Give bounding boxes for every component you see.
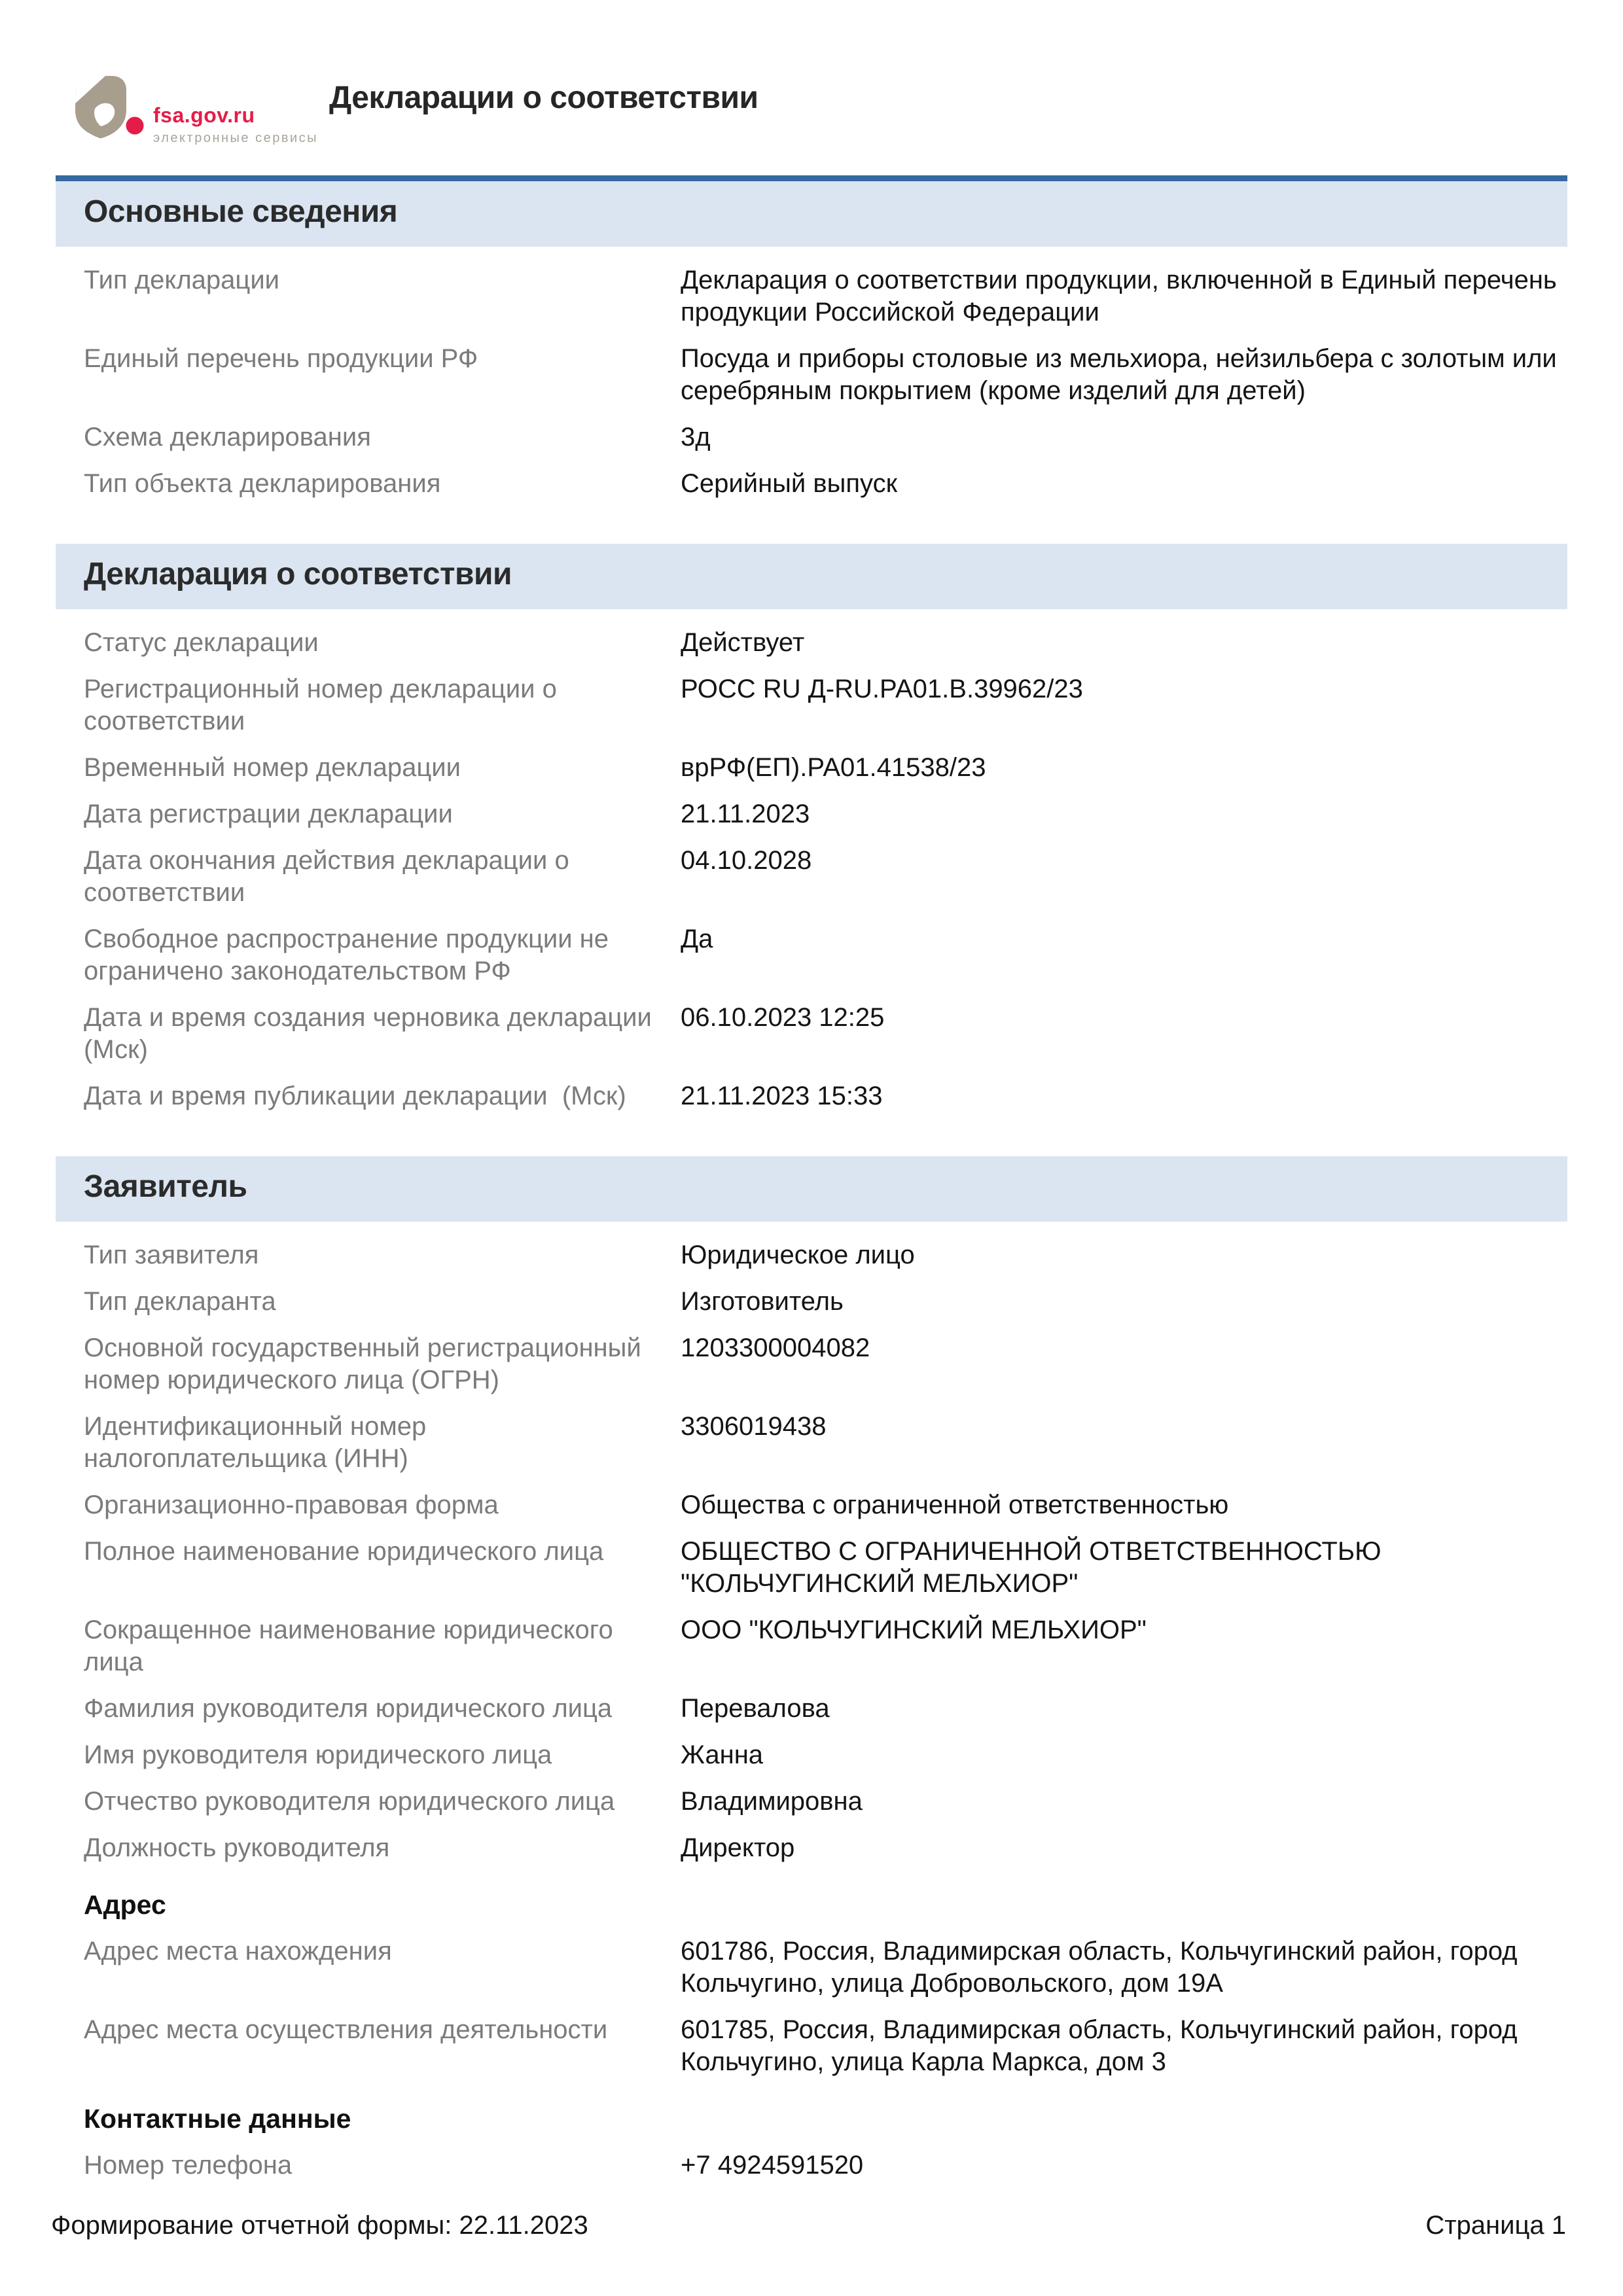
field-label: Тип декларации <box>84 266 280 294</box>
field-label: Статус декларации <box>84 628 319 657</box>
subsection-heading: Адрес <box>84 1890 166 1920</box>
field-row <box>56 1279 1567 1325</box>
section-2 <box>56 1156 1567 2189</box>
field-value: Владимировна <box>681 1787 863 1816</box>
section-1 <box>56 544 1567 1120</box>
field-value: 601786, Россия, Владимирская область, Кольчугинский район, город Кольчугино, улица Добровольского, дом 19А <box>681 1937 1525 1998</box>
field-value: Перевалова <box>681 1694 830 1723</box>
field-value: 1203300004082 <box>681 1333 870 1362</box>
field-value: Директор <box>681 1833 795 1862</box>
field-label: Адрес места осуществления деятельности <box>84 2015 608 2044</box>
field-row <box>56 666 1567 745</box>
field-row <box>56 838 1567 916</box>
section-rows <box>56 620 1567 1120</box>
field-row <box>56 1686 1567 1732</box>
field-row <box>56 2142 1567 2189</box>
field-value: Жанна <box>681 1740 764 1769</box>
fsa-logo-mark <box>75 76 144 139</box>
field-label: Дата окончания действия декларации о соответствии <box>84 846 577 907</box>
section-rows <box>56 257 1567 507</box>
field-label: Полное наименование юридического лица <box>84 1537 604 1566</box>
field-label: Имя руководителя юридического лица <box>84 1740 552 1769</box>
field-label: Основной государственный регистрационный номер юридического лица (ОГРН) <box>84 1333 649 1394</box>
field-row <box>56 620 1567 666</box>
field-row <box>56 1073 1567 1120</box>
field-row <box>56 2007 1567 2085</box>
subsection-heading: Контактные данные <box>84 2104 351 2134</box>
field-row <box>56 916 1567 995</box>
field-label: Тип заявителя <box>84 1241 259 1269</box>
section-rows <box>56 1232 1567 2189</box>
fsa-logo <box>75 76 318 145</box>
field-label: Регистрационный номер декларации о соответствии <box>84 675 564 735</box>
field-row <box>56 461 1567 507</box>
field-row <box>56 1607 1567 1686</box>
footer-page-number: Страница 1 <box>1425 2211 1566 2240</box>
field-row <box>56 257 1567 336</box>
field-row <box>56 791 1567 838</box>
field-value: Действует <box>681 628 805 657</box>
field-value: +7 4924591520 <box>681 2151 864 2180</box>
field-row <box>56 745 1567 791</box>
field-label: Тип объекта декларирования <box>84 469 441 498</box>
field-label: Идентификационный номер налогоплательщика (ИНН) <box>84 1412 434 1473</box>
section-title: Заявитель <box>84 1169 247 1204</box>
field-row <box>56 336 1567 414</box>
fsa-tagline: электронные сервисы <box>153 130 319 145</box>
field-label: Отчество руководителя юридического лица <box>84 1787 615 1816</box>
report-header <box>56 52 1567 170</box>
field-row <box>56 1825 1567 1871</box>
field-value: Декларация о соответствии продукции, включенной в Единый перечень продукции Российской Федерации <box>681 266 1564 327</box>
field-label: Тип декларанта <box>84 1287 276 1316</box>
section-0 <box>56 175 1567 507</box>
field-label: Дата и время создания черновика декларации (Мск) <box>84 1003 659 1064</box>
report-body <box>56 175 1567 2189</box>
section-header-bar <box>56 175 1567 247</box>
field-label: Единый перечень продукции РФ <box>84 344 478 373</box>
field-value: ОБЩЕСТВО С ОГРАНИЧЕННОЙ ОТВЕТСТВЕННОСТЬЮ "КОЛЬЧУГИНСКИЙ МЕЛЬХИОР" <box>681 1537 1389 1598</box>
field-label: Фамилия руководителя юридического лица <box>84 1694 613 1723</box>
field-value: Серийный выпуск <box>681 469 898 498</box>
section-title: Декларация о соответствии <box>84 557 512 592</box>
fsa-brand: fsa.gov.ru <box>153 103 255 127</box>
field-value: 04.10.2028 <box>681 846 812 875</box>
field-value: 21.11.2023 <box>681 800 810 828</box>
field-row <box>56 1232 1567 1279</box>
field-value: ООО "КОЛЬЧУГИНСКИЙ МЕЛЬХИОР" <box>681 1616 1147 1644</box>
field-value: РОСС RU Д-RU.РА01.В.39962/23 <box>681 675 1083 703</box>
field-value: Посуда и приборы столовые из мельхиора, нейзильбера с золотым или серебряным покрытием (кроме изделий для детей) <box>681 344 1564 405</box>
field-row <box>56 1928 1567 2007</box>
field-value: врРФ(ЕП).РА01.41538/23 <box>681 753 986 782</box>
logo-red-dot-icon <box>126 117 144 135</box>
field-label: Временный номер декларации <box>84 753 461 782</box>
field-value: Общества с ограниченной ответственностью <box>681 1491 1229 1519</box>
section-header-bar <box>56 544 1567 609</box>
field-row <box>56 414 1567 461</box>
field-row <box>56 1732 1567 1778</box>
field-label: Адрес места нахождения <box>84 1937 392 1966</box>
footer-generated-date: Формирование отчетной формы: 22.11.2023 <box>51 2211 588 2240</box>
field-row <box>56 995 1567 1073</box>
field-label: Номер телефона <box>84 2151 293 2180</box>
field-value: 21.11.2023 15:33 <box>681 1082 883 1110</box>
field-value: Юридическое лицо <box>681 1241 915 1269</box>
section-title: Основные сведения <box>84 194 398 229</box>
report-footer <box>51 2210 1566 2242</box>
field-row <box>56 1528 1567 1607</box>
field-label: Должность руководителя <box>84 1833 390 1862</box>
field-row <box>56 1778 1567 1825</box>
field-value: 06.10.2023 12:25 <box>681 1003 885 1032</box>
field-label: Схема декларирования <box>84 423 371 451</box>
field-value: Да <box>681 925 713 953</box>
field-label: Свободное распространение продукции не ограничено законодательством РФ <box>84 925 616 985</box>
field-label: Организационно-правовая форма <box>84 1491 499 1519</box>
field-row <box>56 1325 1567 1404</box>
field-value: 601785, Россия, Владимирская область, Кольчугинский район, город Кольчугино, улица Карла Маркса, дом 3 <box>681 2015 1525 2076</box>
field-value: 3д <box>681 423 711 451</box>
section-header-bar <box>56 1156 1567 1222</box>
field-label: Дата регистрации декларации <box>84 800 453 828</box>
field-label: Дата и время публикации декларации (Мск) <box>84 1082 626 1110</box>
field-label: Сокращенное наименование юридического лица <box>84 1616 620 1676</box>
fsa-logo-text <box>153 105 318 145</box>
field-row <box>56 1482 1567 1528</box>
field-value: Изготовитель <box>681 1287 844 1316</box>
field-row <box>56 1404 1567 1482</box>
page-title: Декларации о соответствии <box>329 80 758 115</box>
field-value: 3306019438 <box>681 1412 827 1441</box>
